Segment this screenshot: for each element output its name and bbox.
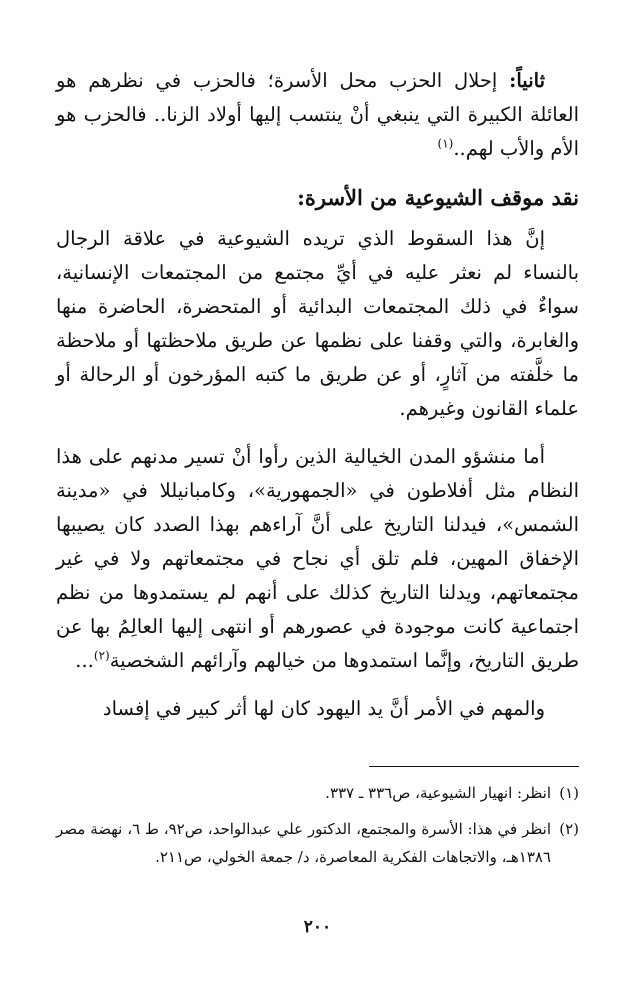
paragraph-jews-role: والمهم في الأمر أنَّ يد اليهود كان لها أثر كبير في إفساد	[102, 697, 545, 720]
footnote-ref-2: (٢)	[93, 648, 110, 663]
footnote-divider	[369, 766, 579, 767]
footnote-2	[56, 815, 579, 871]
footnote-ref-1: (١)	[437, 136, 454, 151]
paragraph-utopian-cities	[56, 440, 579, 678]
footnote-text: انظر: انهيار الشيوعية، ص٣٣٦ ـ ٣٣٧.	[325, 784, 551, 802]
paragraph-text: إحلال الحزب محل الأسرة؛ فالحزب في نظرهم هو العائلة الكبيرة التي ينبغي أنْ ينتسب إليها أولاد الزنا.. فالحزب هو الأم والأب لهم..	[56, 69, 579, 160]
paragraph-text: أما منشؤو المدن الخيالية الذين رأوا أنْ تسير مدنهم على هذا النظام مثل أفلاطون في «الجمهورية»، وكامبانيللا في «مدينة الشمس»، فيدلنا التاريخ على أنَّ آراءهم بهذا الصدد كان يصيبها الإخفاق المهين، فلم تلق أي نجاح في مجتمعاتهم ولا في غير مجتمعاتهم، ويدلنا التاريخ كذلك على أنهم لم يستمدوها من نظم اجتماعية كانت موجودة في عصورهم أو انتهى إليها العالِمُ بها عن طريق التاريخ، وإنَّما استمدوها من خيالهم وآرائهم الشخصية	[56, 445, 579, 672]
page-number: ٢٠٠	[303, 917, 332, 937]
paragraph-second-point	[56, 64, 579, 166]
paragraph-lead: ثانياً:	[509, 69, 545, 92]
section-heading: نقد موقف الشيوعية من الأسرة:	[297, 185, 579, 210]
paragraph-critique: إنَّ هذا السقوط الذي تريده الشيوعية في علاقة الرجال بالنساء لم نعثر عليه في أيِّ مجتمع من المجتمعات الإنسانية، سواءٌ في ذلك المجتمعات البدائية أو المتحضرة، الحاضرة منها والغابرة، والتي وقفنا على نظمها عن طريق ملاحظتها أو ملاحظة ما خلَّفته من آثارٍ، أو عن طريق ما كتبه المؤرخون أو الرحالة أو علماء القانون وغيرهم.	[56, 227, 579, 420]
footnote-1	[56, 779, 579, 807]
footnote-number: (٢)	[559, 820, 579, 838]
footnote-number: (١)	[559, 784, 579, 802]
footnote-text: انظر في هذا: الأسرة والمجتمع، الدكتور علي عبدالواحد، ص٩٢، ط ٦، نهضة مصر ١٣٨٦هـ، والاتجاهات الفكرية المعاصرة، د/ جمعة الخولي، ص٢١١.	[56, 820, 551, 866]
paragraph-ellipsis: ...	[75, 649, 94, 672]
